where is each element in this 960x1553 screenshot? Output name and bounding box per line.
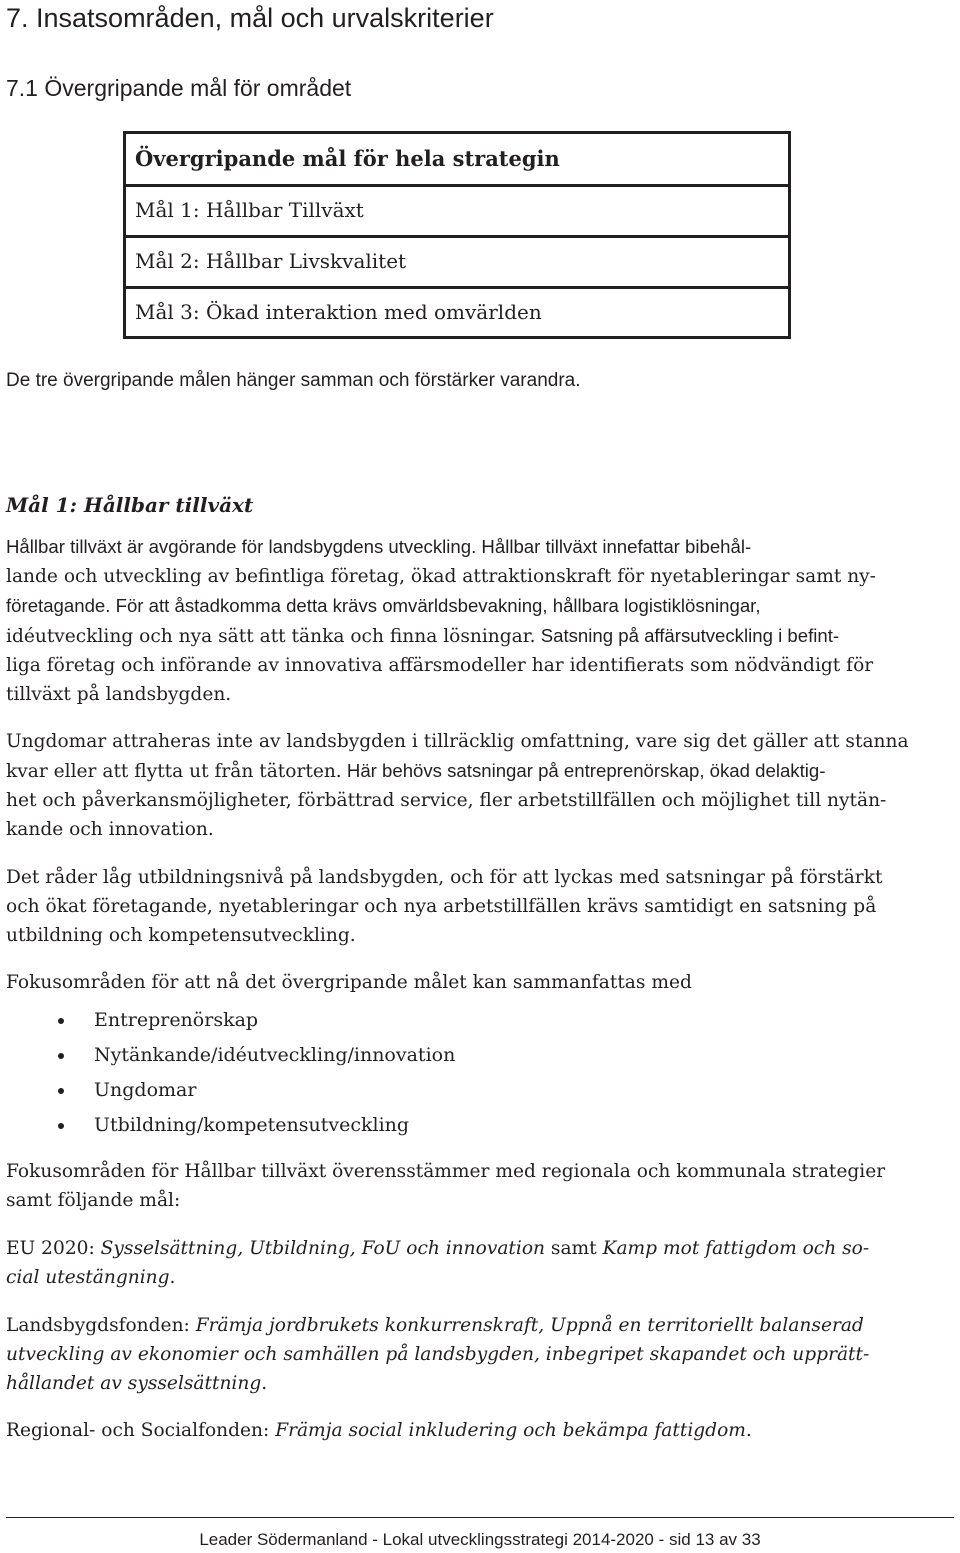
text-run: Satsning på affärsutveckling i befint-: [535, 625, 840, 646]
goal-box-title: Övergripande mål för hela strategin: [135, 146, 560, 171]
text-run: Sysselsättning, Utbildning, FoU och innovation: [100, 1238, 546, 1259]
text-line: liga företag och införande av innovativa affärsmodeller har identifierats som nödvändigt för: [6, 655, 874, 676]
text-line: Fokusområden för Hållbar tillväxt överensstämmer med regionala och kommunala strategier: [6, 1161, 886, 1182]
list-item: [6, 1038, 906, 1073]
list-item-label: Utbildning/kompetensutveckling: [94, 1114, 410, 1136]
text-run: Främja social inkludering och bekämpa fattigdom: [275, 1420, 746, 1441]
text-line: Ungdomar attraheras inte av landsbygden i tillräcklig omfattning, vare sig det gäller att stanna: [6, 731, 909, 752]
paragraph-education: [6, 863, 956, 950]
paragraph-alignment: [6, 1157, 956, 1215]
list-item-label: Entreprenörskap: [94, 1009, 259, 1031]
paragraph-regionalfonden: [6, 1416, 956, 1445]
section-heading: 7.1 Övergripande mål för området: [6, 75, 352, 101]
text-line: Fokusområden för att nå det övergripande målet kan sammanfattas med: [6, 972, 692, 993]
text-run: hållandet av sysselsättning: [6, 1373, 262, 1394]
page-heading: 7. Insatsområden, mål och urvalskriterier: [6, 3, 494, 33]
paragraph-focus-intro: [6, 968, 956, 997]
text-line: utbildning och kompetensutveckling.: [6, 925, 356, 946]
text-run: .: [745, 1420, 752, 1441]
text-line: het och påverkansmöjligheter, förbättrad service, fler arbetstillfällen och möjlighet till nytän-: [6, 790, 887, 811]
goal-box-divider: [126, 235, 788, 238]
list-item: [6, 1073, 906, 1108]
list-item: [6, 1003, 906, 1038]
bullet-icon: [58, 1088, 64, 1094]
text-line: tillväxt på landsbygden.: [6, 684, 232, 705]
goal-box-row-1: Mål 1: Hållbar Tillväxt: [135, 198, 364, 222]
page-footer: Leader Södermanland - Lokal utvecklingsstrategi 2014-2020 - sid 13 av 33: [199, 1530, 761, 1549]
text-line: kande och innovation.: [6, 819, 214, 840]
bullet-icon: [58, 1018, 64, 1024]
text-run: .: [169, 1267, 176, 1288]
text-line: och ökat företagande, nyetableringar och nya arbetstillfällen krävs samtidigt en satsning på: [6, 896, 877, 917]
lead-sentence: Hållbar tillväxt är avgörande för landsbygdens utveckling.: [6, 536, 477, 557]
list-item: [6, 1108, 906, 1143]
goal-box: [123, 131, 791, 339]
summary-text: De tre övergripande målen hänger samman och förstärker varandra.: [6, 370, 581, 391]
list-item-label: Ungdomar: [94, 1079, 197, 1101]
regionalfonden-label: Regional- och Socialfonden:: [6, 1420, 276, 1441]
goal-box-divider: [126, 286, 788, 289]
bullet-icon: [58, 1123, 64, 1129]
text-run: kvar eller att flytta ut från tätorten.: [6, 761, 342, 782]
paragraph-landsbygdsfonden: [6, 1311, 956, 1398]
goal-box-divider: [126, 184, 788, 187]
text-run: samt: [545, 1238, 603, 1259]
text-run: idéutveckling och nya sätt att tänka och finna lösningar.: [6, 626, 536, 647]
text-run: Här behövs satsningar på entreprenörskap, ökad delaktig-: [341, 760, 826, 781]
goal-box-row-3: Mål 3: Ökad interaktion med omvärlden: [135, 300, 542, 324]
footer-divider: [6, 1517, 954, 1518]
focus-area-list: [6, 1003, 906, 1143]
text-run: .: [261, 1373, 268, 1394]
text-run: cial utestängning: [6, 1267, 170, 1288]
text-run: företagande.: [6, 595, 111, 616]
goal-1-title: Mål 1: Hållbar tillväxt: [6, 493, 254, 517]
paragraph-youth: [6, 727, 956, 844]
text-run: För att åstadkomma detta krävs omvärldsbevakning, hållbara logistiklösningar,: [110, 595, 761, 616]
paragraph-eu2020: [6, 1234, 956, 1292]
bullet-icon: [58, 1053, 64, 1059]
paragraph-sustainable-growth: [6, 532, 956, 709]
text-line: lande och utveckling av befintliga företag, ökad attraktionskraft för nyetableringar samt ny-: [6, 566, 876, 587]
text-line: Det råder låg utbildningsnivå på landsbygden, och för att lyckas med satsningar på förstärkt: [6, 867, 883, 888]
eu2020-label: EU 2020:: [6, 1238, 101, 1259]
text-run: utveckling av ekonomier och samhällen på landsbygden, inbegripet skapandet och upprätt-: [6, 1344, 870, 1365]
text-line: samt följande mål:: [6, 1190, 181, 1211]
goal-box-row-2: Mål 2: Hållbar Livskvalitet: [135, 249, 407, 273]
text-run: Kamp mot fattigdom och so-: [602, 1238, 870, 1259]
list-item-label: Nytänkande/idéutveckling/innovation: [94, 1044, 456, 1066]
text-run: Främja jordbrukets konkurrenskraft, Uppnå en territoriellt balanserad: [195, 1315, 864, 1336]
landsbygdsfonden-label: Landsbygdsfonden:: [6, 1315, 196, 1336]
text-run: Hållbar tillväxt innefattar bibehål-: [476, 536, 752, 557]
